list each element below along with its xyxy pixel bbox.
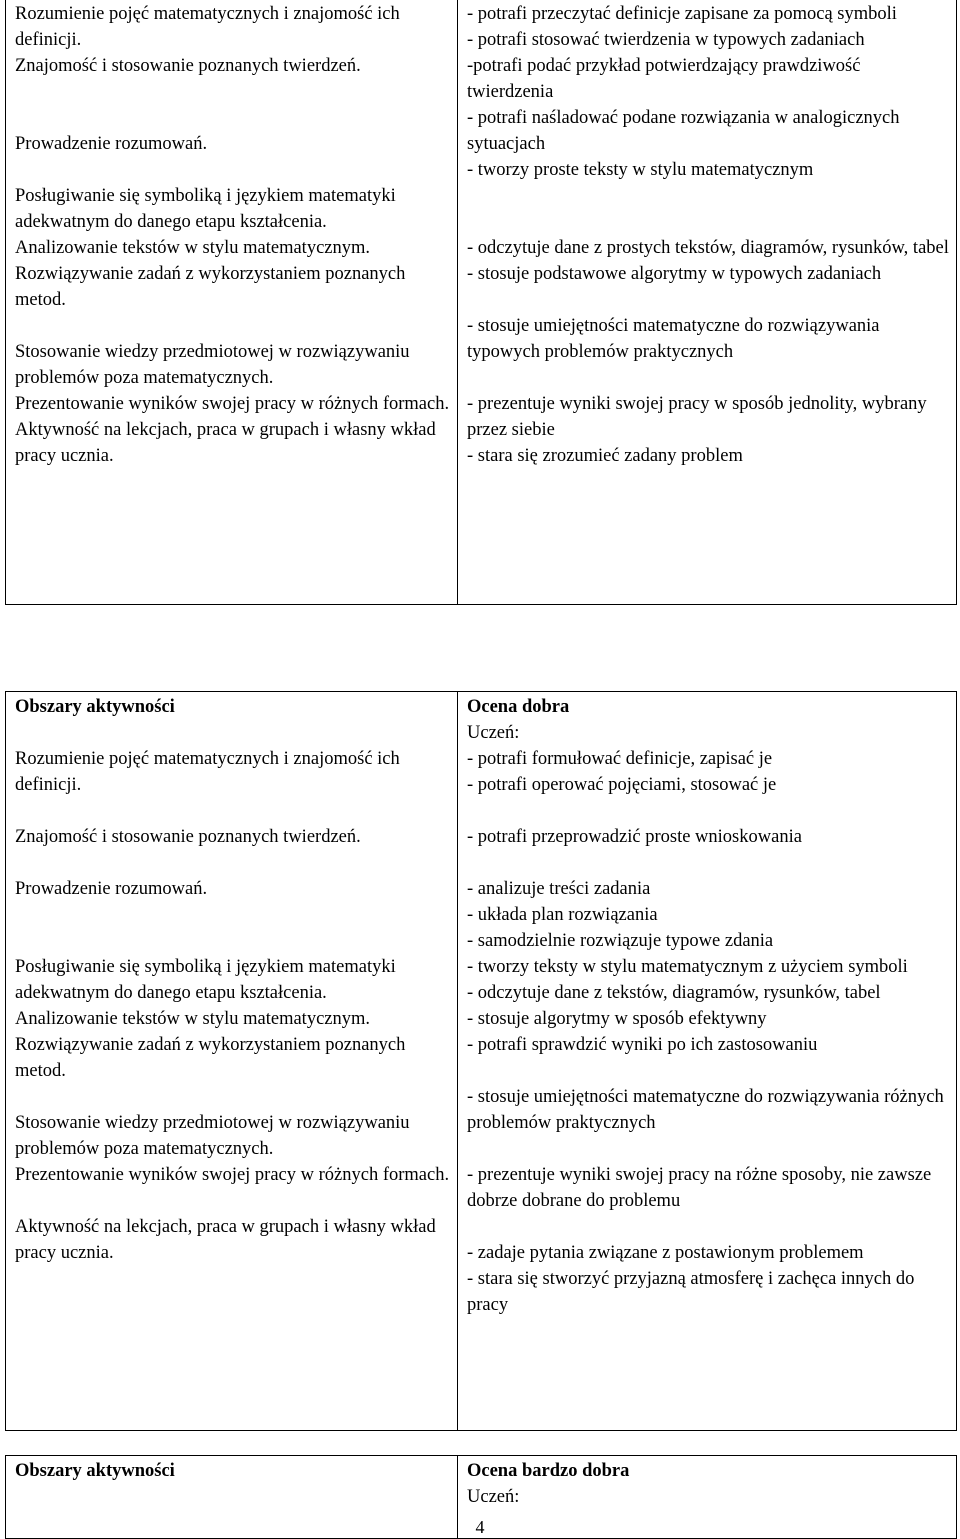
requirement-item: - potrafi sprawdzić wyniki po ich zastosowaniu [467,1035,818,1055]
spacer [15,850,451,876]
area-symbolism: Posługiwanie się symboliką i językiem matematyki adekwatnym do danego etapu kształcenia. [15,957,396,1003]
activity-areas-cell [6,0,458,605]
spacer [467,850,950,876]
area-theorems: Znajomość i stosowanie poznanych twierdzeń. [15,827,361,847]
spacer [15,1188,451,1214]
table-grade-good [5,691,957,1431]
spacer [15,157,451,183]
requirement-item: - analizuje treści zadania [467,879,651,899]
requirement-item: - prezentuje wyniki swojej pracy na różne sposoby, nie zawsze dobrze dobrane do problemu [467,1165,932,1211]
student-label: Uczeń: [467,1487,520,1507]
requirement-item: - stosuje umiejętności matematyczne do rozwiązywania różnych problemów praktycznych [467,1087,944,1133]
requirement-item: - zadaje pytania związane z postawionym problemem [467,1243,864,1263]
area-applying-knowledge: Stosowanie wiedzy przedmiotowej w rozwiązywaniu problemów poza matematycznych. [15,1113,410,1159]
spacer [15,313,451,339]
table-grade-previous [5,0,957,605]
spacer [15,902,451,954]
page-number: 4 [475,1517,485,1537]
requirement-item: - odczytuje dane z tekstów, diagramów, rysunków, tabel [467,983,881,1003]
spacer [467,183,950,235]
requirement-item: - potrafi przeprowadzić proste wnioskowania [467,827,802,847]
requirement-item: - tworzy proste teksty w stylu matematycznym [467,160,814,180]
spacer [15,1084,451,1110]
area-symbolism: Posługiwanie się symboliką i językiem matematyki adekwatnym do danego etapu kształcenia. [15,186,396,232]
spacer [15,798,451,824]
table-row [6,692,957,1431]
spacer [467,1214,950,1240]
requirements-cell [458,0,957,605]
requirement-item: - tworzy teksty w stylu matematycznym z użyciem symboli [467,957,908,977]
requirement-item: - potrafi operować pojęciami, stosować je [467,775,777,795]
area-applying-knowledge: Stosowanie wiedzy przedmiotowej w rozwiązywaniu problemów poza matematycznych. [15,342,410,388]
spacer [467,287,950,313]
requirement-item: - stosuje algorytmy w sposób efektywny [467,1009,767,1029]
column-header-grade-good: Ocena dobra [467,697,570,717]
spacer [15,720,451,746]
spacer [467,798,950,824]
student-label: Uczeń: [467,723,520,743]
column-header-activity-areas: Obszary aktywności [15,697,175,717]
spacer [467,1058,950,1084]
requirement-item: - potrafi formułować definicje, zapisać je [467,749,773,769]
area-solving-tasks: Rozwiązywanie zadań z wykorzystaniem poznanych metod. [15,1035,406,1081]
area-analyzing-texts: Analizowanie tekstów w stylu matematycznym. [15,238,371,258]
requirement-item: - stara się stworzyć przyjazną atmosferę i zachęca innych do pracy [467,1269,915,1315]
requirement-item: - samodzielnie rozwiązuje typowe zdania [467,931,774,951]
area-solving-tasks: Rozwiązywanie zadań z wykorzystaniem poznanych metod. [15,264,406,310]
column-header-activity-areas: Obszary aktywności [15,1461,175,1481]
requirement-item: - potrafi naśladować podane rozwiązania w analogicznych sytuacjach [467,108,900,154]
requirement-item: - odczytuje dane z prostych tekstów, diagramów, rysunków, tabel [467,238,949,258]
area-analyzing-texts: Analizowanie tekstów w stylu matematycznym. [15,1009,371,1029]
requirements-cell [458,692,957,1431]
area-reasoning: Prowadzenie rozumowań. [15,134,208,154]
table-row [6,0,957,605]
requirement-item: - potrafi stosować twierdzenia w typowych zadaniach [467,30,865,50]
spacer [15,79,451,131]
requirement-item: - prezentuje wyniki swojej pracy w sposób jednolity, wybrany przez siebie [467,394,927,440]
requirement-item: - układa plan rozwiązania [467,905,658,925]
column-header-grade-very-good: Ocena bardzo dobra [467,1461,630,1481]
requirement-item: -potrafi podać przykład potwierdzający prawdziwość twierdzenia [467,56,861,102]
area-presenting-results: Prezentowanie wyników swojej pracy w różnych formach. [15,1165,450,1185]
requirement-item: - stara się zrozumieć zadany problem [467,446,743,466]
area-definitions: Rozumienie pojęć matematycznych i znajomość ich definicji. [15,4,400,50]
spacer [467,1136,950,1162]
area-reasoning: Prowadzenie rozumowań. [15,879,208,899]
area-definitions: Rozumienie pojęć matematycznych i znajomość ich definicji. [15,749,400,795]
requirement-item: - potrafi przeczytać definicje zapisane za pomocą symboli [467,4,897,24]
spacer [467,365,950,391]
area-activity: Aktywność na lekcjach, praca w grupach i własny wkład pracy ucznia. [15,1217,436,1263]
area-activity: Aktywność na lekcjach, praca w grupach i własny wkład pracy ucznia. [15,420,436,466]
requirement-item: - stosuje podstawowe algorytmy w typowych zadaniach [467,264,882,284]
activity-areas-cell [6,692,458,1431]
requirement-item: - stosuje umiejętności matematyczne do rozwiązywania typowych problemów praktycznych [467,316,880,362]
area-presenting-results: Prezentowanie wyników swojej pracy w różnych formach. [15,394,450,414]
area-theorems: Znajomość i stosowanie poznanych twierdzeń. [15,56,361,76]
